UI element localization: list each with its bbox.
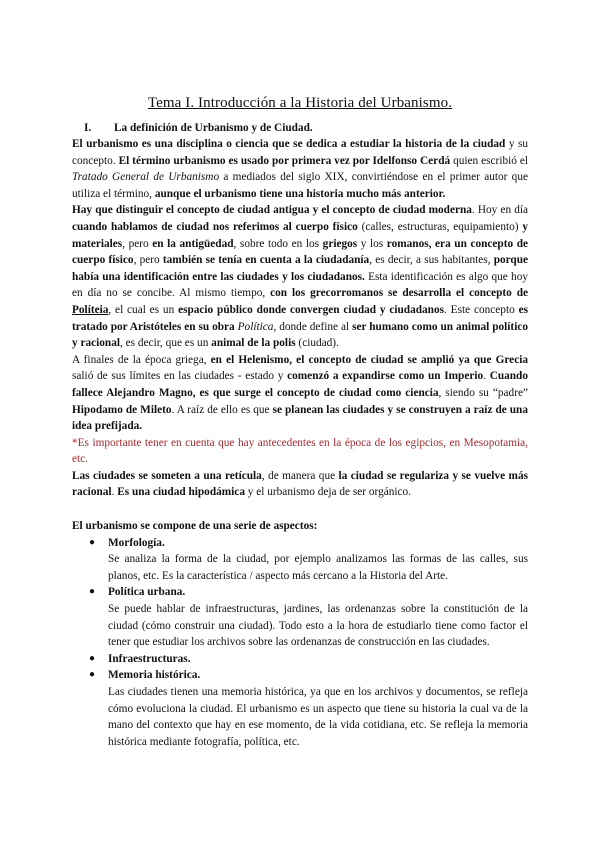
- text-run: , donde define al: [273, 320, 353, 333]
- bullet-icon: ●: [89, 652, 96, 664]
- section-number: I.: [84, 122, 92, 134]
- text-run: porque había una identificación entre las ciudades y los ciudadanos.: [72, 254, 529, 283]
- text-run: aunque el urbanismo tiene una historia mucho más anterior.: [154, 187, 446, 200]
- list-item-text: Se analiza la forma de la ciudad, por ejemplo analizamos las formas de las calles, sus planos, etc. Es la característica / aspecto más cercano a la Historia del Arte.: [108, 553, 528, 582]
- text-run: quien escribió el: [450, 154, 528, 167]
- text-run: en la antigüedad: [152, 237, 234, 250]
- text-run: y materiales: [72, 220, 528, 250]
- bullet-icon: ●: [89, 586, 96, 598]
- text-run: Las ciudades se someten a una retícula: [72, 469, 262, 482]
- list-item: [72, 584, 528, 650]
- text-run: también se tenía en cuenta a la ciudadanía: [162, 254, 370, 267]
- text-run: El urbanismo es una disciplina o ciencia que se dedica a estudiar la historia de la ciudad: [72, 138, 506, 150]
- text-run: El término urbanismo es usado por primera vez por Idelfonso Cerdá: [118, 154, 451, 167]
- text-run: comenzó a expandirse como un Imperio: [287, 370, 484, 383]
- aspects-intro: [72, 518, 528, 535]
- text-run: con los grecorromanos se desarrolla el concepto de: [270, 287, 528, 300]
- list-item: [72, 651, 528, 668]
- text-run: a mediados del siglo XIX, convirtiéndose en el primer autor que utiliza el término,: [72, 171, 528, 200]
- text-run: (calles, estructuras, equipamiento): [357, 220, 523, 233]
- bullet-icon: ●: [89, 669, 96, 681]
- text-run: , de manera que: [261, 469, 339, 482]
- text-run: Política: [237, 320, 274, 333]
- text-run: , sobre todo en los: [233, 237, 323, 250]
- text-run: , es decir, que es un: [120, 337, 212, 350]
- text-run: , es decir, a sus habitantes,: [369, 254, 494, 267]
- list-item-title: Infraestructuras.: [108, 652, 191, 665]
- bullet-icon: ●: [89, 536, 96, 548]
- text-run: griegos: [322, 237, 358, 250]
- text-run: El urbanismo se compone de una serie de aspectos:: [72, 520, 318, 533]
- text-run: la ciudad se regulariza y se vuelve más racional: [72, 469, 528, 499]
- paragraph-ciudad-antigua-moderna: [72, 202, 528, 351]
- text-run: y el urbanismo deja de ser orgánico.: [244, 486, 412, 499]
- text-run: Tratado General de Urbanismo: [72, 171, 220, 184]
- list-item-title: Política urbana.: [108, 586, 186, 599]
- section-label: La definición de Urbanismo y de Ciudad.: [114, 122, 313, 134]
- list-item-text: Las ciudades tienen una memoria histórica, ya que en los archivos y documentos, se refleja cómo evoluciona la ciudad. El urbanismo es un aspecto que tiene su historia la cual va de la mano del contexto que hay en ese momento, de la vida cotidiana, etc. Se refleja la memoria histórica mediante fotografía, política, etc.: [108, 686, 528, 748]
- text-run: animal de la polis: [211, 337, 296, 350]
- text-run: en el Helenismo, el concepto de ciudad se amplió ya que Grecia: [210, 353, 529, 366]
- text-run: Hipodamo de Mileto: [72, 403, 172, 416]
- text-run: , siendo su “padre”: [438, 386, 528, 399]
- spacer: [72, 501, 528, 518]
- list-item-title: Memoria histórica.: [108, 669, 201, 682]
- text-run: Cuando fallece Alejandro Magno, es que surge el concepto de ciudad como ciencia: [72, 370, 528, 399]
- text-run: espacio público donde convergen ciudad y ciudadanos: [178, 303, 445, 316]
- list-item-text: Se puede hablar de infraestructuras, jardines, las ordenanzas sobre la constitución de la ciudad (cómo construir una ciudad). Todo esto a la hora de estudiarlo tiene como factor el tener que estudiar los archivos sobre las ordenanzas de construcción en las ciudades.: [108, 603, 528, 649]
- paragraph-helenismo: [72, 352, 528, 435]
- page-title: Tema I. Introducción a la Historia del Urbanismo.: [147, 95, 453, 111]
- document-body: [72, 136, 528, 750]
- text-run: .: [483, 370, 490, 383]
- note-antecedentes: *Es importante tener en cuenta que hay antecedentes en la época de los egipcios, en Mesopotamia, etc.: [72, 436, 528, 466]
- text-run: . Hoy en día: [471, 204, 529, 217]
- aspects-list: [72, 535, 528, 751]
- list-item: [72, 535, 528, 585]
- text-run: se planean las ciudades y se construyen a raíz de una idea prefijada.: [72, 403, 528, 433]
- text-run: . A raíz de ello es que: [171, 403, 273, 416]
- text-run: , pero: [122, 237, 153, 250]
- text-run: Esta identificación es algo que hoy en día no se concibe. Al mismo tiempo,: [72, 270, 529, 300]
- text-run: A finales de la época griega,: [72, 353, 211, 366]
- text-run: y su concepto.: [72, 138, 528, 167]
- text-run: . Este concepto: [444, 303, 519, 316]
- text-run: (ciudad).: [295, 337, 339, 350]
- text-run: Es una ciudad hipodámica: [117, 486, 245, 499]
- text-run: cuando hablamos de ciudad nos referimos al cuerpo físico: [72, 220, 358, 233]
- section-heading: [84, 120, 313, 137]
- text-run: , el cual es un: [108, 303, 179, 316]
- list-item-title: Morfología.: [108, 536, 165, 549]
- paragraph-urbanismo-definition: [72, 136, 528, 202]
- list-item: [72, 667, 528, 750]
- text-run: salió de sus límites en las ciudades - estado y: [72, 370, 288, 383]
- text-run: , pero: [133, 254, 163, 267]
- text-run: es tratado por Aristóteles en su obra: [72, 303, 528, 333]
- text-run: romanos, era un concepto de cuerpo físico: [72, 237, 528, 267]
- text-run: .: [111, 486, 118, 499]
- text-run: y los: [357, 237, 387, 250]
- paragraph-reticula: [72, 468, 528, 501]
- text-run: ser humano como un animal político y racional: [72, 320, 528, 350]
- text-run: Políteia: [72, 303, 109, 316]
- text-run: Hay que distinguir el concepto de ciudad antigua y el concepto de ciudad moderna: [72, 204, 472, 217]
